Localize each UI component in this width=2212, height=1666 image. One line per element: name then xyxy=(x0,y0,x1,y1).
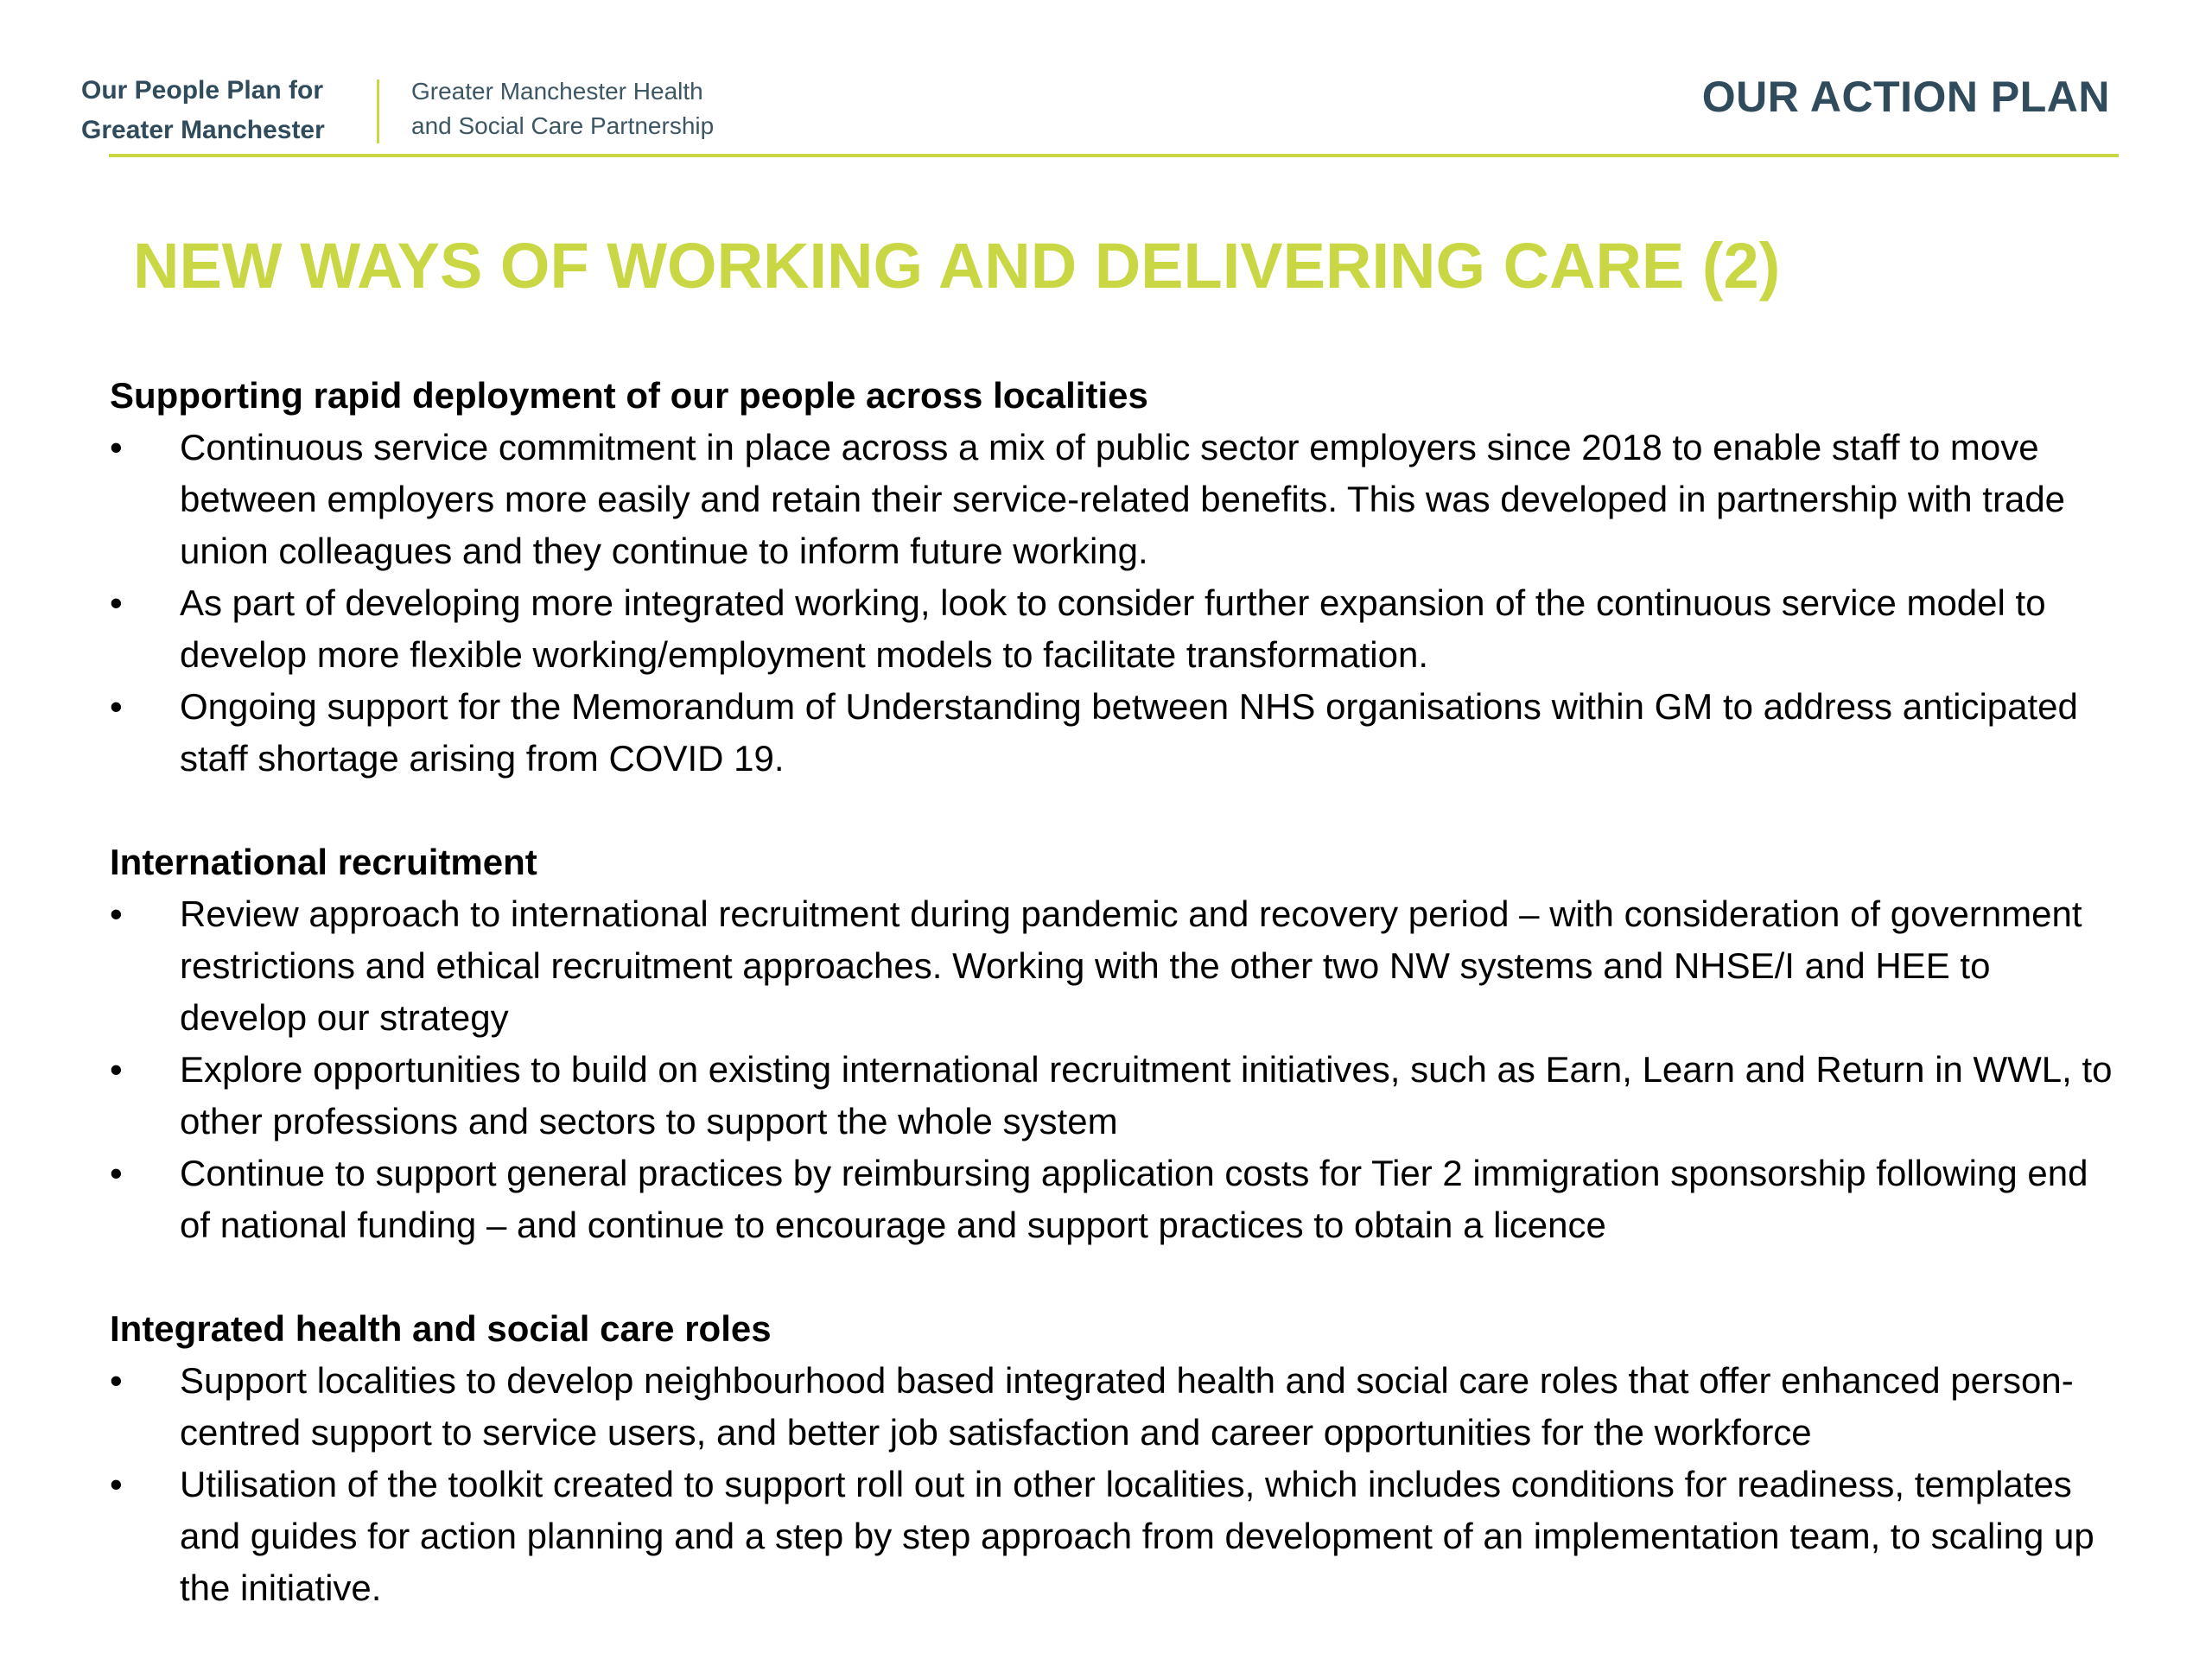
list-item xyxy=(110,1044,2123,1148)
brand-left-line-2: Greater Manchester xyxy=(81,116,325,144)
bullet-list xyxy=(110,888,2123,1251)
section-heading: Integrated health and social care roles xyxy=(110,1308,772,1349)
list-item xyxy=(110,577,2123,681)
brand-name-right xyxy=(411,74,774,143)
brand-divider xyxy=(377,79,379,143)
brand-right-line-1: Greater Manchester Health xyxy=(411,78,703,105)
bullet-list xyxy=(110,422,2123,785)
list-item xyxy=(110,1148,2123,1251)
list-item-text: Ongoing support for the Memorandum of Understanding between NHS organisations within GM to address anticipated staff shortage arising from COVID 19. xyxy=(180,686,2078,779)
list-item-text: Review approach to international recruitment during pandemic and recovery period – with consideration of government restrictions and ethical recruitment approaches. Working with the other two NW systems and NHSE/I and HEE to develop our strategy xyxy=(180,893,2082,1038)
list-item-text: Continuous service commitment in place across a mix of public sector employers since 2018 to enable staff to move between employers more easily and retain their service-related benefits. This was developed in partnership with trade union colleagues and they continue to inform future working. xyxy=(180,427,2066,571)
bullet-marker: • xyxy=(110,1153,123,1193)
section-rapid-deployment xyxy=(110,370,2123,785)
list-item-text: As part of developing more integrated working, look to consider further expansion of the continuous service model to develop more flexible working/employment models to facilitate transformation. xyxy=(180,582,2046,675)
section-heading: Supporting rapid deployment of our people across localities xyxy=(110,375,1148,416)
section-international-recruitment xyxy=(110,836,2123,1251)
section-label: OUR ACTION PLAN xyxy=(1701,73,2110,121)
list-item-text: Support localities to develop neighbourhood based integrated health and social care roles that offer enhanced person-centred support to service users, and better job satisfaction and career opportunities for the workforce xyxy=(180,1360,2074,1453)
list-item xyxy=(110,888,2123,1044)
list-item-text: Explore opportunities to build on existing international recruitment initiatives, such as Earn, Learn and Return in WWL, to other professions and sectors to support the whole system xyxy=(180,1049,2113,1141)
page-header xyxy=(0,0,2212,160)
bullet-marker: • xyxy=(110,582,123,623)
list-item-text: Utilisation of the toolkit created to support roll out in other localities, which includes conditions for readiness, templates and guides for action planning and a step by step approach from development of an implementation team, to scaling up the initiative. xyxy=(180,1464,2094,1608)
header-divider-line xyxy=(109,154,2119,157)
bullet-marker: • xyxy=(110,427,123,467)
content-body xyxy=(110,370,2123,1666)
list-item-text: Continue to support general practices by reimbursing application costs for Tier 2 immigration sponsorship following end of national funding – and continue to encourage and support practices to obtain a licence xyxy=(180,1153,2088,1245)
bullet-marker: • xyxy=(110,1049,123,1090)
bullet-marker: • xyxy=(110,686,123,727)
section-integrated-roles xyxy=(110,1303,2123,1614)
list-item xyxy=(110,1459,2123,1614)
page-title: NEW WAYS OF WORKING AND DELIVERING CARE (2) xyxy=(133,230,1781,302)
list-item xyxy=(110,1355,2123,1459)
bullet-marker: • xyxy=(110,893,123,934)
brand-name-left xyxy=(81,71,358,150)
list-item xyxy=(110,422,2123,577)
brand-right-line-2: and Social Care Partnership xyxy=(411,112,715,139)
bullet-marker: • xyxy=(110,1360,123,1401)
brand-left-line-1: Our People Plan for xyxy=(81,76,324,105)
bullet-list xyxy=(110,1355,2123,1614)
list-item xyxy=(110,681,2123,785)
section-heading: International recruitment xyxy=(110,842,537,882)
bullet-marker: • xyxy=(110,1464,123,1504)
